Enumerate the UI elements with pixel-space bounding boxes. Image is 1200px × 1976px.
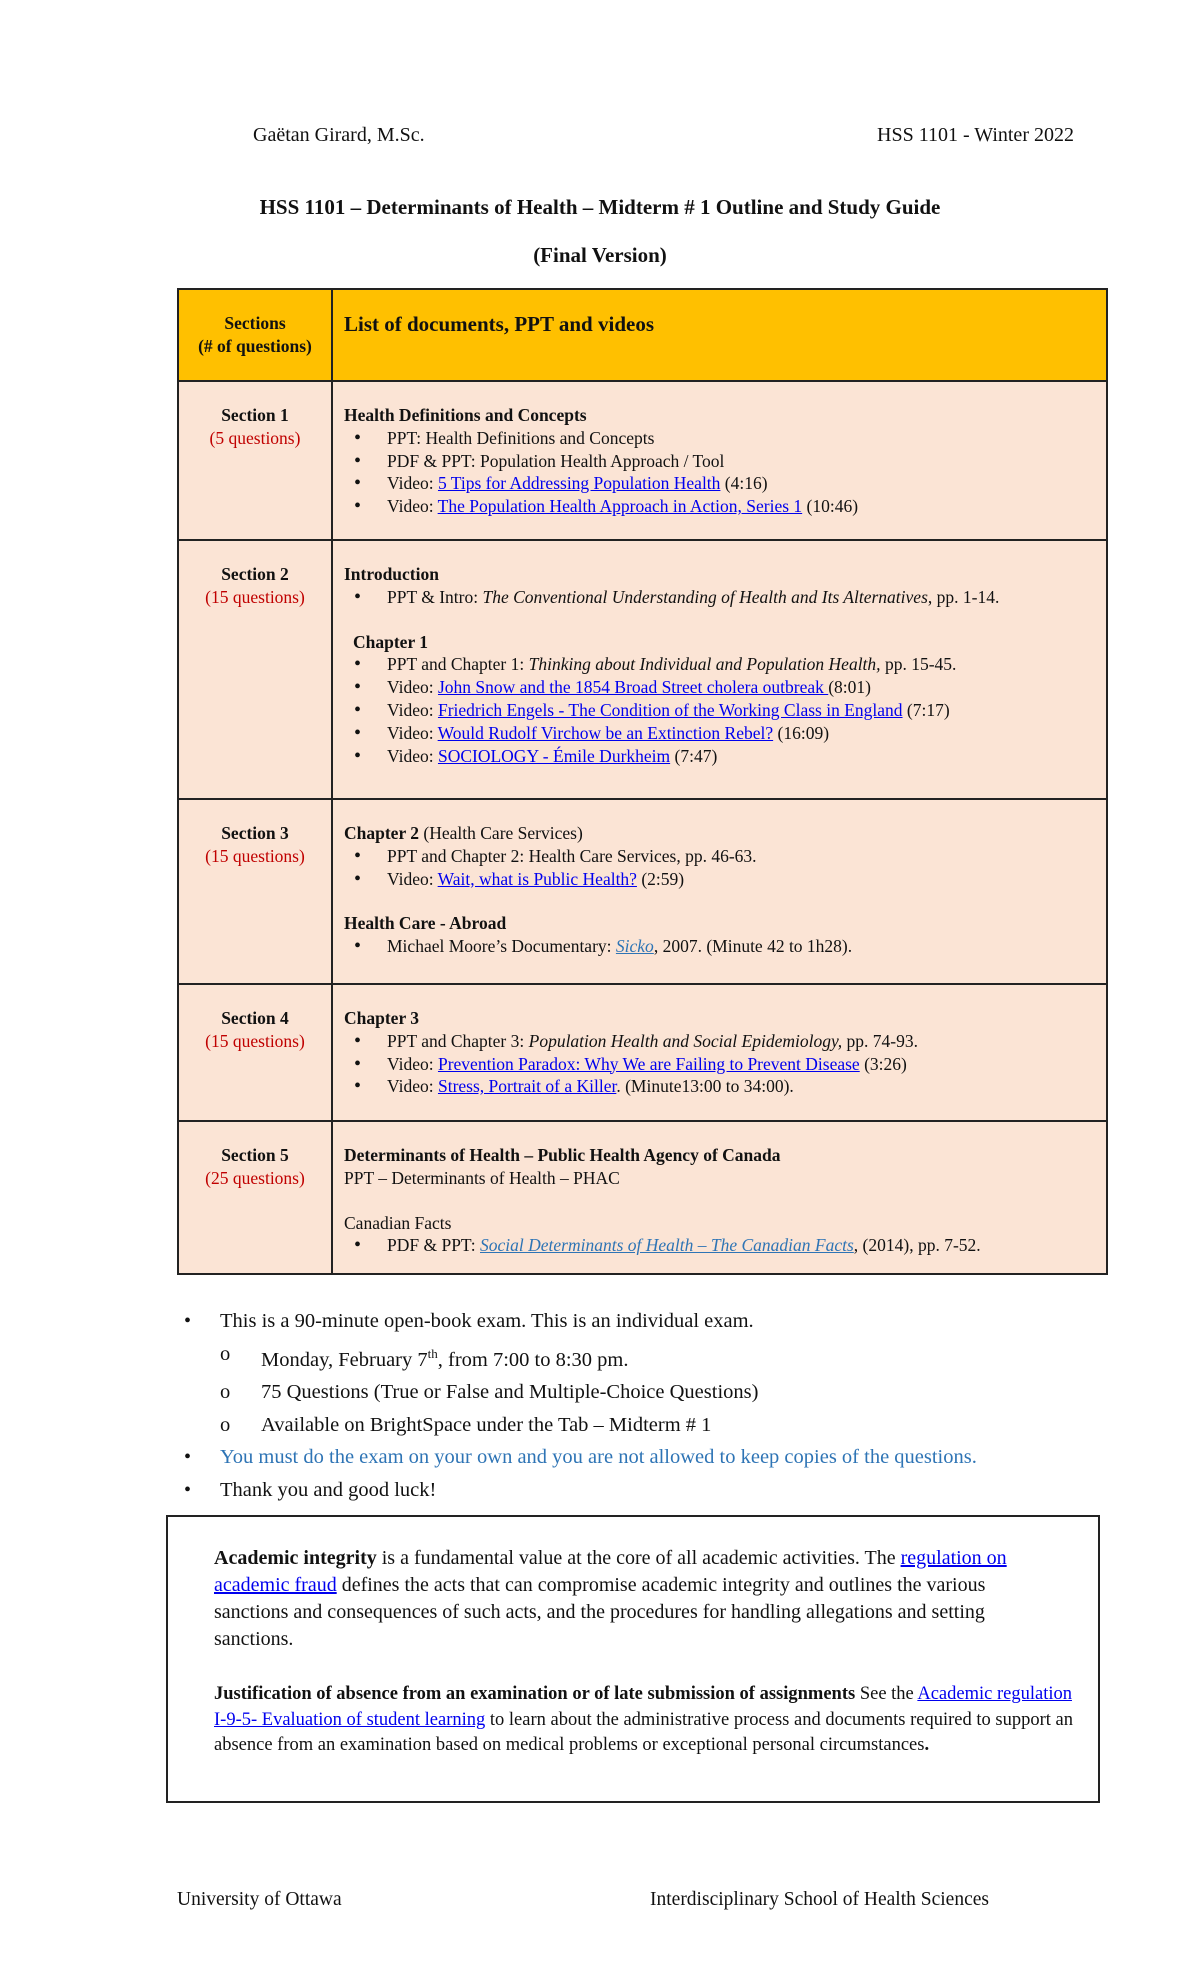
list-item: • PPT and Chapter 2: Health Care Services, pp. 46-63.	[344, 845, 1106, 868]
bullet-marker: •	[184, 1446, 192, 1469]
section-3-docs	[332, 799, 1107, 984]
video-link-emile-durkheim[interactable]: SOCIOLOGY - Émile Durkheim	[437, 745, 671, 766]
bullet-marker: •	[184, 1478, 192, 1501]
outline-table	[177, 288, 1108, 1275]
section-3-abroad-list	[344, 935, 1106, 958]
section-row-2	[178, 540, 1107, 799]
section-2-title-chapter1: Chapter 1	[353, 631, 429, 652]
absence-justification-paragraph: Justification of absence from an examination or of late submission of assignments See the Academic regulation I-9-5- Evaluation of student learning to learn about the administrative process and documents required to support an absence from an examination based on medical problems or exceptional personal circumstances.	[214, 1684, 1073, 1755]
header-sections-cell	[178, 289, 332, 381]
list-item: • PDF & PPT: Population Health Approach / Tool	[344, 450, 1106, 473]
documentary-link-sicko[interactable]: Sicko	[615, 936, 654, 957]
header-sections-line1: Sections	[224, 313, 286, 333]
section-2-intro-list	[344, 586, 1106, 609]
list-item: • Video: John Snow and the 1854 Broad Street cholera outbreak (8:01)	[344, 676, 1106, 699]
video-link-population-health-tips[interactable]: 5 Tips for Addressing Population Health	[437, 473, 721, 494]
header-sections	[179, 290, 331, 358]
footer-university: University of Ottawa	[177, 1889, 342, 1910]
section-row-5	[178, 1121, 1107, 1274]
list-item: • Video: Friedrich Engels - The Condition of the Working Class in England (7:17)	[344, 699, 1106, 722]
header-course: HSS 1101 - Winter 2022	[877, 124, 1074, 146]
section-1-list	[344, 427, 1106, 518]
list-item: • Video: Wait, what is Public Health? (2:59)	[344, 868, 1106, 891]
list-item: • PPT & Intro: The Conventional Understanding of Health and Its Alternatives, pp. 1-14.	[344, 586, 1106, 609]
section-2-title-intro: Introduction	[344, 564, 439, 584]
academic-integrity-box	[166, 1515, 1100, 1803]
pdf-link-canadian-facts[interactable]: Social Determinants of Health – The Canadian Facts	[480, 1235, 854, 1256]
header-docs: List of documents, PPT and videos	[344, 312, 654, 336]
list-item: • Michael Moore’s Documentary: Sicko, 2007. (Minute 42 to 1h28).	[344, 935, 1106, 958]
video-link-rudolf-virchow[interactable]: Would Rudolf Virchow be an Extinction Rebel?	[437, 722, 774, 743]
sub-bullet-marker: o	[220, 1342, 231, 1365]
note-text: Available on BrightSpace under the Tab – Midterm # 1	[261, 1413, 712, 1436]
header-sections-line2: (# of questions)	[198, 335, 312, 356]
list-item: • PDF & PPT: Social Determinants of Health – The Canadian Facts, (2014), pp. 7-52.	[344, 1234, 1106, 1257]
note-exam-location	[184, 1409, 977, 1442]
section-2-docs	[332, 540, 1107, 799]
section-5-name: Section 5	[221, 1145, 289, 1165]
note-good-luck	[184, 1474, 977, 1507]
section-4-title: Chapter 3	[344, 1008, 420, 1028]
note-exam-date: o Monday, February 7th, from 7:00 to 8:30 pm.	[184, 1338, 977, 1376]
video-link-public-health[interactable]: Wait, what is Public Health?	[437, 868, 637, 889]
list-item: • Video: SOCIOLOGY - Émile Durkheim (7:47)	[344, 745, 1106, 768]
section-5-docs	[332, 1121, 1107, 1274]
section-5-subtitle: Canadian Facts	[344, 1212, 452, 1233]
section-2-questions: (15 questions)	[205, 586, 305, 607]
academic-regulation-link[interactable]: Academic regulation I-9-5- Evaluation of student learning	[214, 1684, 1072, 1730]
section-2-cell	[178, 540, 332, 799]
list-item: • Video: Stress, Portrait of a Killer. (Minute13:00 to 34:00).	[344, 1075, 1106, 1098]
section-5-cell	[178, 1121, 332, 1274]
section-3-cell	[178, 799, 332, 984]
section-5-line: PPT – Determinants of Health – PHAC	[344, 1167, 620, 1188]
list-item: • Video: Would Rudolf Virchow be an Extinction Rebel? (16:09)	[344, 722, 1106, 745]
video-link-prevention-paradox[interactable]: Prevention Paradox: Why We are Failing to Prevent Disease	[437, 1053, 860, 1074]
video-link-john-snow[interactable]: John Snow and the 1854 Broad Street cholera outbreak	[437, 677, 829, 698]
note-exam-format	[184, 1305, 977, 1338]
section-2-chapter1-list	[344, 653, 1106, 767]
exam-notes	[184, 1305, 977, 1506]
list-item: • PPT: Health Definitions and Concepts	[344, 427, 1106, 450]
section-1-name: Section 1	[221, 405, 289, 425]
note-exam-questions	[184, 1376, 977, 1409]
note-individual-work	[184, 1441, 977, 1474]
section-row-4	[178, 984, 1107, 1121]
section-4-cell	[178, 984, 332, 1121]
section-3-name: Section 3	[221, 823, 289, 843]
section-1-cell	[178, 381, 332, 540]
note-text: Thank you and good luck!	[220, 1478, 437, 1501]
section-1-docs	[332, 381, 1107, 540]
sub-bullet-marker: o	[220, 1381, 231, 1404]
header-author: Gaëtan Girard, M.Sc.	[253, 124, 425, 146]
section-5-list	[344, 1234, 1106, 1257]
document-subtitle: (Final Version)	[533, 243, 667, 267]
section-4-questions: (15 questions)	[205, 1030, 305, 1051]
list-item: • Video: Prevention Paradox: Why We are Failing to Prevent Disease (3:26)	[344, 1053, 1106, 1076]
section-4-list	[344, 1030, 1106, 1098]
section-5-questions: (25 questions)	[205, 1167, 305, 1188]
section-1-questions: (5 questions)	[209, 427, 301, 448]
list-item: • Video: 5 Tips for Addressing Population Health (4:16)	[344, 472, 1106, 495]
list-item: • PPT and Chapter 3: Population Health and Social Epidemiology, pp. 74-93.	[344, 1030, 1106, 1053]
footer-school: Interdisciplinary School of Health Sciences	[650, 1889, 989, 1910]
video-link-friedrich-engels[interactable]: Friedrich Engels - The Condition of the Working Class in England	[437, 699, 903, 720]
section-4-docs	[332, 984, 1107, 1121]
list-item: • PPT and Chapter 1: Thinking about Individual and Population Health, pp. 15-45.	[344, 653, 1106, 676]
table-header-row	[178, 289, 1107, 381]
section-2-name: Section 2	[221, 564, 289, 584]
section-3-title-chapter2: Chapter 2 (Health Care Services)	[344, 823, 583, 843]
video-link-population-health-approach[interactable]: The Population Health Approach in Action, Series 1	[437, 496, 803, 517]
academic-integrity-paragraph: Academic integrity is a fundamental value at the core of all academic activities. The regulation on academic fraud defines the acts that can compromise academic integrity and outlines the various sanctions and consequences of such acts, and the procedures for handling allegations and setting sanctions.	[214, 1547, 1007, 1650]
section-4-name: Section 4	[221, 1008, 289, 1028]
section-1-title: Health Definitions and Concepts	[344, 405, 587, 425]
section-row-1	[178, 381, 1107, 540]
note-text: This is a 90-minute open-book exam. This is an individual exam.	[220, 1310, 754, 1332]
academic-fraud-regulation-link[interactable]: regulation on academic fraud	[214, 1547, 1007, 1596]
document-title: HSS 1101 – Determinants of Health – Midterm # 1 Outline and Study Guide	[259, 195, 941, 219]
header-docs-cell	[332, 289, 1107, 381]
section-3-chapter2-list	[344, 845, 1106, 891]
section-row-3	[178, 799, 1107, 984]
section-5-title: Determinants of Health – Public Health Agency of Canada	[344, 1145, 781, 1165]
note-text: You must do the exam on your own and you are not allowed to keep copies of the questions.	[220, 1446, 977, 1469]
sub-bullet-marker: o	[220, 1413, 231, 1436]
section-3-questions: (15 questions)	[205, 845, 305, 866]
section-3-title-abroad: Health Care - Abroad	[344, 913, 507, 934]
list-item: • Video: The Population Health Approach in Action, Series 1 (10:46)	[344, 495, 1106, 518]
note-text: 75 Questions (True or False and Multiple-Choice Questions)	[261, 1381, 759, 1404]
bullet-marker: •	[184, 1310, 192, 1332]
video-link-stress-portrait[interactable]: Stress, Portrait of a Killer	[437, 1076, 617, 1097]
